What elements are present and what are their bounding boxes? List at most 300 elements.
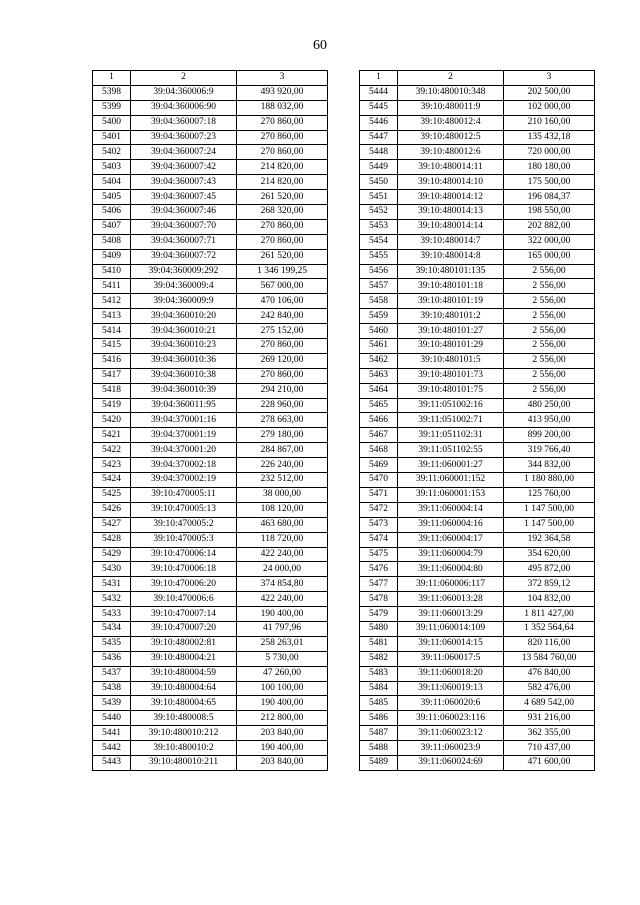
cadastral-number-cell: 39:11:051002:71 bbox=[398, 413, 504, 428]
table-row bbox=[93, 487, 328, 502]
table-row bbox=[360, 547, 595, 562]
row-number-cell: 5467 bbox=[360, 428, 398, 443]
cadastral-number-cell: 39:10:480101:5 bbox=[398, 353, 504, 368]
row-number-cell: 5447 bbox=[360, 130, 398, 145]
cadastral-number-cell: 39:10:470005:3 bbox=[131, 532, 237, 547]
cadastral-number-cell: 39:10:480010:211 bbox=[131, 755, 237, 770]
table-row bbox=[93, 711, 328, 726]
table-row bbox=[360, 160, 595, 175]
cadastral-number-cell: 39:11:060018:20 bbox=[398, 666, 504, 681]
cadastral-number-cell: 39:10:470005:13 bbox=[131, 502, 237, 517]
cadastral-number-cell: 39:04:360010:38 bbox=[131, 368, 237, 383]
cadastral-number-cell: 39:04:360010:20 bbox=[131, 309, 237, 324]
table-header-row bbox=[360, 71, 595, 86]
value-cell: 190 400,00 bbox=[237, 607, 328, 622]
value-cell: 196 084,37 bbox=[504, 190, 595, 205]
cadastral-number-cell: 39:11:060001:152 bbox=[398, 473, 504, 488]
row-number-cell: 5437 bbox=[93, 666, 131, 681]
table-row bbox=[360, 473, 595, 488]
value-cell: 1 346 199,25 bbox=[237, 264, 328, 279]
cadastral-number-cell: 39:10:480014:10 bbox=[398, 175, 504, 190]
table-row bbox=[93, 726, 328, 741]
column-header-2: 2 bbox=[131, 71, 237, 86]
cadastral-number-cell: 39:10:480004:65 bbox=[131, 696, 237, 711]
value-cell: 202 882,00 bbox=[504, 219, 595, 234]
cadastral-number-cell: 39:04:360007:23 bbox=[131, 130, 237, 145]
registry-table-left bbox=[92, 70, 328, 771]
cadastral-number-cell: 39:11:060014:15 bbox=[398, 636, 504, 651]
table-row bbox=[360, 249, 595, 264]
value-cell: 190 400,00 bbox=[237, 741, 328, 756]
value-cell: 108 120,00 bbox=[237, 502, 328, 517]
cadastral-number-cell: 39:11:051102:31 bbox=[398, 428, 504, 443]
table-row bbox=[360, 383, 595, 398]
table-row bbox=[93, 651, 328, 666]
row-number-cell: 5428 bbox=[93, 532, 131, 547]
value-cell: 214 820,00 bbox=[237, 160, 328, 175]
cadastral-number-cell: 39:04:370001:19 bbox=[131, 428, 237, 443]
value-cell: 100 100,00 bbox=[237, 681, 328, 696]
column-header-3: 3 bbox=[237, 71, 328, 86]
table-row bbox=[360, 577, 595, 592]
value-cell: 228 960,00 bbox=[237, 398, 328, 413]
row-number-cell: 5484 bbox=[360, 681, 398, 696]
cadastral-number-cell: 39:10:480101:73 bbox=[398, 368, 504, 383]
table-row bbox=[93, 309, 328, 324]
table-row bbox=[93, 562, 328, 577]
row-number-cell: 5411 bbox=[93, 279, 131, 294]
cadastral-number-cell: 39:04:360010:36 bbox=[131, 353, 237, 368]
cadastral-number-cell: 39:10:480101:2 bbox=[398, 309, 504, 324]
cadastral-number-cell: 39:04:360006:90 bbox=[131, 100, 237, 115]
cadastral-number-cell: 39:04:360007:18 bbox=[131, 115, 237, 130]
cadastral-number-cell: 39:04:360010:21 bbox=[131, 324, 237, 339]
cadastral-number-cell: 39:10:480014:12 bbox=[398, 190, 504, 205]
row-number-cell: 5414 bbox=[93, 324, 131, 339]
cadastral-number-cell: 39:04:360007:45 bbox=[131, 190, 237, 205]
table-row bbox=[360, 592, 595, 607]
cadastral-number-cell: 39:11:060014:109 bbox=[398, 621, 504, 636]
table-row bbox=[93, 383, 328, 398]
cadastral-number-cell: 39:11:060023:116 bbox=[398, 711, 504, 726]
row-number-cell: 5459 bbox=[360, 309, 398, 324]
table-row bbox=[360, 711, 595, 726]
value-cell: 210 160,00 bbox=[504, 115, 595, 130]
cadastral-number-cell: 39:10:480010:348 bbox=[398, 85, 504, 100]
cadastral-number-cell: 39:10:480014:7 bbox=[398, 234, 504, 249]
row-number-cell: 5458 bbox=[360, 294, 398, 309]
value-cell: 13 584 760,00 bbox=[504, 651, 595, 666]
table-row bbox=[93, 428, 328, 443]
cadastral-number-cell: 39:11:051002:16 bbox=[398, 398, 504, 413]
value-cell: 2 556,00 bbox=[504, 294, 595, 309]
row-number-cell: 5407 bbox=[93, 219, 131, 234]
cadastral-number-cell: 39:04:360007:72 bbox=[131, 249, 237, 264]
cadastral-number-cell: 39:11:060019:13 bbox=[398, 681, 504, 696]
row-number-cell: 5429 bbox=[93, 547, 131, 562]
cadastral-number-cell: 39:11:060004:16 bbox=[398, 517, 504, 532]
value-cell: 275 152,00 bbox=[237, 324, 328, 339]
table-row bbox=[93, 607, 328, 622]
table-row bbox=[360, 413, 595, 428]
value-cell: 270 860,00 bbox=[237, 115, 328, 130]
table-row bbox=[360, 636, 595, 651]
value-cell: 2 556,00 bbox=[504, 368, 595, 383]
table-row bbox=[360, 487, 595, 502]
value-cell: 471 600,00 bbox=[504, 755, 595, 770]
row-number-cell: 5440 bbox=[93, 711, 131, 726]
row-number-cell: 5486 bbox=[360, 711, 398, 726]
cadastral-number-cell: 39:10:480012:5 bbox=[398, 130, 504, 145]
value-cell: 203 840,00 bbox=[237, 726, 328, 741]
value-cell: 720 000,00 bbox=[504, 145, 595, 160]
row-number-cell: 5485 bbox=[360, 696, 398, 711]
row-number-cell: 5451 bbox=[360, 190, 398, 205]
row-number-cell: 5402 bbox=[93, 145, 131, 160]
row-number-cell: 5469 bbox=[360, 458, 398, 473]
value-cell: 212 800,00 bbox=[237, 711, 328, 726]
cadastral-number-cell: 39:10:470006:20 bbox=[131, 577, 237, 592]
cadastral-number-cell: 39:04:370001:20 bbox=[131, 443, 237, 458]
table-row bbox=[93, 458, 328, 473]
value-cell: 820 116,00 bbox=[504, 636, 595, 651]
value-cell: 1 811 427,00 bbox=[504, 607, 595, 622]
cadastral-number-cell: 39:10:480014:14 bbox=[398, 219, 504, 234]
value-cell: 270 860,00 bbox=[237, 368, 328, 383]
row-number-cell: 5404 bbox=[93, 175, 131, 190]
table-row bbox=[93, 279, 328, 294]
cadastral-number-cell: 39:10:480004:64 bbox=[131, 681, 237, 696]
table-row bbox=[360, 219, 595, 234]
table-row bbox=[93, 696, 328, 711]
value-cell: 2 556,00 bbox=[504, 264, 595, 279]
table-row bbox=[360, 681, 595, 696]
table-row bbox=[93, 324, 328, 339]
table-row bbox=[360, 353, 595, 368]
cadastral-number-cell: 39:11:060001:153 bbox=[398, 487, 504, 502]
table-row bbox=[93, 190, 328, 205]
cadastral-number-cell: 39:10:480101:19 bbox=[398, 294, 504, 309]
table-row bbox=[93, 294, 328, 309]
value-cell: 413 950,00 bbox=[504, 413, 595, 428]
table-row bbox=[360, 264, 595, 279]
row-number-cell: 5422 bbox=[93, 443, 131, 458]
value-cell: 931 216,00 bbox=[504, 711, 595, 726]
row-number-cell: 5442 bbox=[93, 741, 131, 756]
cadastral-number-cell: 39:04:360007:70 bbox=[131, 219, 237, 234]
value-cell: 258 263,01 bbox=[237, 636, 328, 651]
value-cell: 270 860,00 bbox=[237, 339, 328, 354]
cadastral-number-cell: 39:10:470006:14 bbox=[131, 547, 237, 562]
value-cell: 2 556,00 bbox=[504, 309, 595, 324]
row-number-cell: 5472 bbox=[360, 502, 398, 517]
cadastral-number-cell: 39:11:060020:6 bbox=[398, 696, 504, 711]
value-cell: 118 720,00 bbox=[237, 532, 328, 547]
cadastral-number-cell: 39:04:370002:18 bbox=[131, 458, 237, 473]
cadastral-number-cell: 39:10:480012:6 bbox=[398, 145, 504, 160]
row-number-cell: 5482 bbox=[360, 651, 398, 666]
row-number-cell: 5456 bbox=[360, 264, 398, 279]
value-cell: 41 797,96 bbox=[237, 621, 328, 636]
row-number-cell: 5457 bbox=[360, 279, 398, 294]
cadastral-number-cell: 39:11:060004:17 bbox=[398, 532, 504, 547]
value-cell: 226 240,00 bbox=[237, 458, 328, 473]
row-number-cell: 5398 bbox=[93, 85, 131, 100]
row-number-cell: 5441 bbox=[93, 726, 131, 741]
table-row bbox=[93, 681, 328, 696]
table-row bbox=[360, 309, 595, 324]
row-number-cell: 5470 bbox=[360, 473, 398, 488]
row-number-cell: 5448 bbox=[360, 145, 398, 160]
row-number-cell: 5405 bbox=[93, 190, 131, 205]
row-number-cell: 5483 bbox=[360, 666, 398, 681]
row-number-cell: 5423 bbox=[93, 458, 131, 473]
value-cell: 1 147 500,00 bbox=[504, 517, 595, 532]
table-row bbox=[93, 577, 328, 592]
row-number-cell: 5424 bbox=[93, 473, 131, 488]
table-row bbox=[93, 473, 328, 488]
value-cell: 202 500,00 bbox=[504, 85, 595, 100]
cadastral-number-cell: 39:10:470005:2 bbox=[131, 517, 237, 532]
cadastral-number-cell: 39:04:360009:4 bbox=[131, 279, 237, 294]
value-cell: 270 860,00 bbox=[237, 130, 328, 145]
row-number-cell: 5425 bbox=[93, 487, 131, 502]
table-row bbox=[93, 443, 328, 458]
table-row bbox=[360, 85, 595, 100]
value-cell: 582 476,00 bbox=[504, 681, 595, 696]
row-number-cell: 5487 bbox=[360, 726, 398, 741]
row-number-cell: 5476 bbox=[360, 562, 398, 577]
value-cell: 24 000,00 bbox=[237, 562, 328, 577]
cadastral-number-cell: 39:10:470005:11 bbox=[131, 487, 237, 502]
value-cell: 344 832,00 bbox=[504, 458, 595, 473]
row-number-cell: 5475 bbox=[360, 547, 398, 562]
row-number-cell: 5410 bbox=[93, 264, 131, 279]
table-row bbox=[93, 741, 328, 756]
value-cell: 125 760,00 bbox=[504, 487, 595, 502]
row-number-cell: 5446 bbox=[360, 115, 398, 130]
value-cell: 180 180,00 bbox=[504, 160, 595, 175]
table-row bbox=[360, 755, 595, 770]
table-row bbox=[93, 621, 328, 636]
table-row bbox=[93, 398, 328, 413]
value-cell: 261 520,00 bbox=[237, 190, 328, 205]
table-row bbox=[93, 130, 328, 145]
table-row bbox=[360, 205, 595, 220]
table-row bbox=[93, 636, 328, 651]
table-row bbox=[93, 339, 328, 354]
table-row bbox=[93, 368, 328, 383]
value-cell: 319 766,40 bbox=[504, 443, 595, 458]
table-row bbox=[93, 234, 328, 249]
cadastral-number-cell: 39:10:480101:29 bbox=[398, 339, 504, 354]
table-row bbox=[360, 458, 595, 473]
table-row bbox=[360, 502, 595, 517]
row-number-cell: 5474 bbox=[360, 532, 398, 547]
value-cell: 422 240,00 bbox=[237, 547, 328, 562]
cadastral-number-cell: 39:10:480012:4 bbox=[398, 115, 504, 130]
cadastral-number-cell: 39:04:360010:39 bbox=[131, 383, 237, 398]
row-number-cell: 5489 bbox=[360, 755, 398, 770]
value-cell: 188 032,00 bbox=[237, 100, 328, 115]
row-number-cell: 5488 bbox=[360, 741, 398, 756]
value-cell: 4 689 542,00 bbox=[504, 696, 595, 711]
table-row bbox=[93, 100, 328, 115]
table-row bbox=[360, 517, 595, 532]
row-number-cell: 5481 bbox=[360, 636, 398, 651]
row-number-cell: 5479 bbox=[360, 607, 398, 622]
row-number-cell: 5465 bbox=[360, 398, 398, 413]
value-cell: 278 663,00 bbox=[237, 413, 328, 428]
table-row bbox=[93, 517, 328, 532]
value-cell: 102 000,00 bbox=[504, 100, 595, 115]
table-row bbox=[93, 160, 328, 175]
table-row bbox=[93, 175, 328, 190]
table-row bbox=[360, 130, 595, 145]
value-cell: 1 352 564,64 bbox=[504, 621, 595, 636]
value-cell: 463 680,00 bbox=[237, 517, 328, 532]
table-row bbox=[360, 339, 595, 354]
row-number-cell: 5444 bbox=[360, 85, 398, 100]
row-number-cell: 5413 bbox=[93, 309, 131, 324]
value-cell: 47 260,00 bbox=[237, 666, 328, 681]
table-row bbox=[93, 413, 328, 428]
cadastral-number-cell: 39:10:480101:27 bbox=[398, 324, 504, 339]
table-row bbox=[93, 353, 328, 368]
value-cell: 269 120,00 bbox=[237, 353, 328, 368]
row-number-cell: 5453 bbox=[360, 219, 398, 234]
column-header-3: 3 bbox=[504, 71, 595, 86]
row-number-cell: 5435 bbox=[93, 636, 131, 651]
value-cell: 214 820,00 bbox=[237, 175, 328, 190]
value-cell: 480 250,00 bbox=[504, 398, 595, 413]
table-row bbox=[360, 443, 595, 458]
row-number-cell: 5462 bbox=[360, 353, 398, 368]
column-header-2: 2 bbox=[398, 71, 504, 86]
cadastral-number-cell: 39:10:470006:18 bbox=[131, 562, 237, 577]
table-row bbox=[360, 428, 595, 443]
value-cell: 268 320,00 bbox=[237, 205, 328, 220]
row-number-cell: 5418 bbox=[93, 383, 131, 398]
cadastral-number-cell: 39:10:480004:21 bbox=[131, 651, 237, 666]
table-row bbox=[360, 100, 595, 115]
value-cell: 261 520,00 bbox=[237, 249, 328, 264]
row-number-cell: 5449 bbox=[360, 160, 398, 175]
cadastral-number-cell: 39:11:060013:29 bbox=[398, 607, 504, 622]
value-cell: 165 000,00 bbox=[504, 249, 595, 264]
table-row bbox=[360, 621, 595, 636]
cadastral-number-cell: 39:04:360010:23 bbox=[131, 339, 237, 354]
table-row bbox=[93, 249, 328, 264]
value-cell: 2 556,00 bbox=[504, 279, 595, 294]
table-row bbox=[360, 234, 595, 249]
cadastral-number-cell: 39:10:480002:81 bbox=[131, 636, 237, 651]
row-number-cell: 5403 bbox=[93, 160, 131, 175]
table-row bbox=[360, 279, 595, 294]
row-number-cell: 5417 bbox=[93, 368, 131, 383]
table-header-row bbox=[93, 71, 328, 86]
row-number-cell: 5464 bbox=[360, 383, 398, 398]
value-cell: 710 437,00 bbox=[504, 741, 595, 756]
value-cell: 899 200,00 bbox=[504, 428, 595, 443]
row-number-cell: 5419 bbox=[93, 398, 131, 413]
table-row bbox=[93, 115, 328, 130]
value-cell: 362 355,00 bbox=[504, 726, 595, 741]
page-number: 60 bbox=[313, 38, 327, 53]
column-header-1: 1 bbox=[93, 71, 131, 86]
cadastral-number-cell: 39:11:060001:27 bbox=[398, 458, 504, 473]
table-row bbox=[360, 562, 595, 577]
row-number-cell: 5401 bbox=[93, 130, 131, 145]
row-number-cell: 5430 bbox=[93, 562, 131, 577]
table-row bbox=[93, 85, 328, 100]
value-cell: 294 210,00 bbox=[237, 383, 328, 398]
table-row bbox=[93, 205, 328, 220]
row-number-cell: 5427 bbox=[93, 517, 131, 532]
cadastral-number-cell: 39:04:360011:95 bbox=[131, 398, 237, 413]
row-number-cell: 5450 bbox=[360, 175, 398, 190]
cadastral-number-cell: 39:11:060023:12 bbox=[398, 726, 504, 741]
value-cell: 476 840,00 bbox=[504, 666, 595, 681]
cadastral-number-cell: 39:10:480101:75 bbox=[398, 383, 504, 398]
row-number-cell: 5438 bbox=[93, 681, 131, 696]
row-number-cell: 5416 bbox=[93, 353, 131, 368]
value-cell: 5 730,00 bbox=[237, 651, 328, 666]
cadastral-number-cell: 39:11:060004:80 bbox=[398, 562, 504, 577]
row-number-cell: 5399 bbox=[93, 100, 131, 115]
row-number-cell: 5436 bbox=[93, 651, 131, 666]
table-row bbox=[360, 368, 595, 383]
value-cell: 104 832,00 bbox=[504, 592, 595, 607]
table-row bbox=[93, 592, 328, 607]
cadastral-number-cell: 39:10:480011:9 bbox=[398, 100, 504, 115]
row-number-cell: 5473 bbox=[360, 517, 398, 532]
table-row bbox=[360, 726, 595, 741]
table-row bbox=[360, 175, 595, 190]
table-row bbox=[360, 190, 595, 205]
cadastral-number-cell: 39:10:480014:11 bbox=[398, 160, 504, 175]
row-number-cell: 5460 bbox=[360, 324, 398, 339]
cadastral-number-cell: 39:10:480101:18 bbox=[398, 279, 504, 294]
cadastral-number-cell: 39:11:051102:55 bbox=[398, 443, 504, 458]
cadastral-number-cell: 39:10:480101:135 bbox=[398, 264, 504, 279]
cadastral-number-cell: 39:04:360007:46 bbox=[131, 205, 237, 220]
row-number-cell: 5409 bbox=[93, 249, 131, 264]
row-number-cell: 5454 bbox=[360, 234, 398, 249]
row-number-cell: 5412 bbox=[93, 294, 131, 309]
value-cell: 354 620,00 bbox=[504, 547, 595, 562]
value-cell: 203 840,00 bbox=[237, 755, 328, 770]
cadastral-number-cell: 39:10:480010:2 bbox=[131, 741, 237, 756]
value-cell: 135 432,18 bbox=[504, 130, 595, 145]
cadastral-number-cell: 39:10:480008:5 bbox=[131, 711, 237, 726]
value-cell: 322 000,00 bbox=[504, 234, 595, 249]
cadastral-number-cell: 39:11:060023:9 bbox=[398, 741, 504, 756]
cadastral-number-cell: 39:10:480010:212 bbox=[131, 726, 237, 741]
row-number-cell: 5406 bbox=[93, 205, 131, 220]
cadastral-number-cell: 39:11:060004:14 bbox=[398, 502, 504, 517]
table-row bbox=[360, 607, 595, 622]
cadastral-number-cell: 39:04:360009:292 bbox=[131, 264, 237, 279]
row-number-cell: 5420 bbox=[93, 413, 131, 428]
registry-table-right bbox=[359, 70, 595, 771]
value-cell: 198 550,00 bbox=[504, 205, 595, 220]
table-row bbox=[93, 264, 328, 279]
value-cell: 270 860,00 bbox=[237, 219, 328, 234]
table-row bbox=[360, 651, 595, 666]
row-number-cell: 5433 bbox=[93, 607, 131, 622]
value-cell: 470 106,00 bbox=[237, 294, 328, 309]
